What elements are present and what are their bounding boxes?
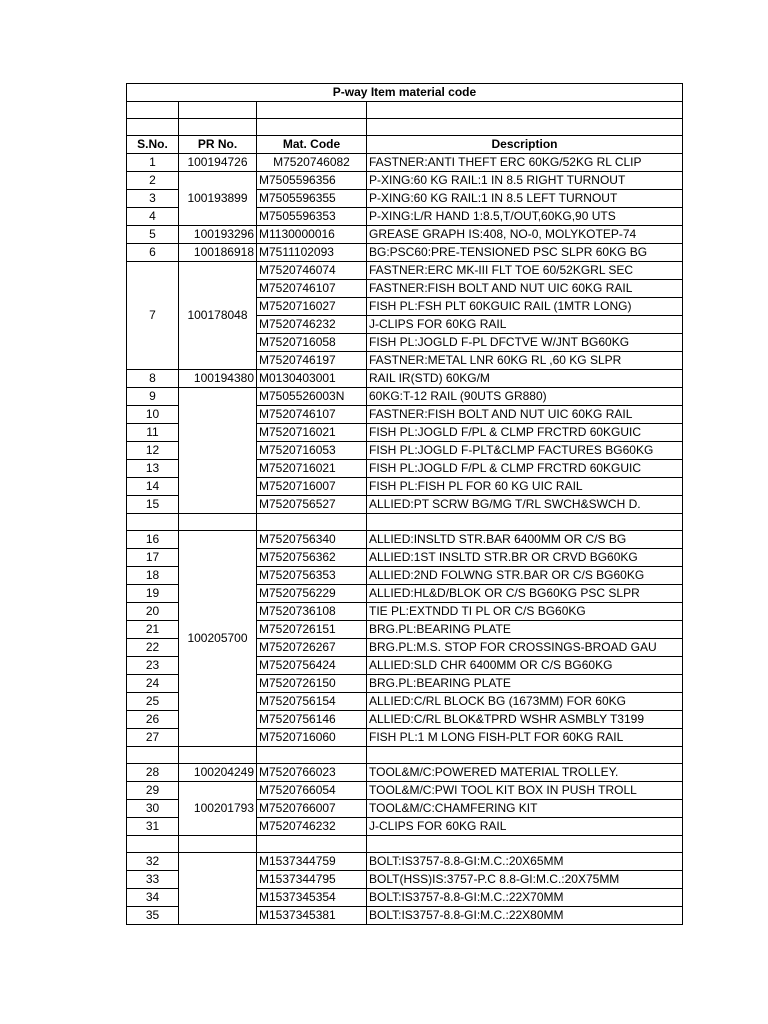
cell-mat: M1537345381 xyxy=(257,907,367,925)
header-sno: S.No. xyxy=(127,136,179,154)
header-mat: Mat. Code xyxy=(257,136,367,154)
cell-pr: 100201793 xyxy=(179,782,257,836)
cell-desc: RAIL IR(STD) 60KG/M xyxy=(367,370,683,388)
cell-desc: ALLIED:SLD CHR 6400MM OR C/S BG60KG xyxy=(367,657,683,675)
material-code-sheet xyxy=(126,83,683,925)
cell-desc: 60KG:T-12 RAIL (90UTS GR880) xyxy=(367,388,683,406)
cell-mat: M7520766007 xyxy=(257,800,367,818)
cell-mat: M7520736108 xyxy=(257,603,367,621)
cell-mat: M7520756154 xyxy=(257,693,367,711)
cell-desc: ALLIED:HL&D/BLOK OR C/S BG60KG PSC SLPR xyxy=(367,585,683,603)
cell-mat: M7520746107 xyxy=(257,406,367,424)
cell-desc: ALLIED:C/RL BLOK&TPRD WSHR ASMBLY T3199 xyxy=(367,711,683,729)
cell-mat: M7520716021 xyxy=(257,424,367,442)
cell-sno: 4 xyxy=(127,208,179,226)
blank-row xyxy=(127,102,683,119)
cell-sno: 2 xyxy=(127,172,179,190)
cell-desc: ALLIED:2ND FOLWNG STR.BAR OR C/S BG60KG xyxy=(367,567,683,585)
cell-sno: 28 xyxy=(127,764,179,782)
cell-sno: 25 xyxy=(127,693,179,711)
cell-desc: FISH PL:JOGLD F/PL & CLMP FRCTRD 60KGUIC xyxy=(367,424,683,442)
title-row xyxy=(127,84,683,102)
cell-mat: M7520726151 xyxy=(257,621,367,639)
table-row xyxy=(127,853,683,871)
cell-desc: ALLIED:C/RL BLOCK BG (1673MM) FOR 60KG xyxy=(367,693,683,711)
cell-desc: P-XING:L/R HAND 1:8.5,T/OUT,60KG,90 UTS xyxy=(367,208,683,226)
cell-desc: FASTNER:METAL LNR 60KG RL ,60 KG SLPR xyxy=(367,352,683,370)
cell-pr xyxy=(179,388,257,514)
cell-desc: ALLIED:INSLTD STR.BAR 6400MM OR C/S BG xyxy=(367,531,683,549)
cell-sno: 7 xyxy=(127,262,179,370)
cell-desc: FASTNER:FISH BOLT AND NUT UIC 60KG RAIL xyxy=(367,406,683,424)
cell-mat: M7520756229 xyxy=(257,585,367,603)
cell-sno: 30 xyxy=(127,800,179,818)
cell-desc: P-XING:60 KG RAIL:1 IN 8.5 LEFT TURNOUT xyxy=(367,190,683,208)
cell-sno: 22 xyxy=(127,639,179,657)
cell-desc: FASTNER:ANTI THEFT ERC 60KG/52KG RL CLIP xyxy=(367,154,683,172)
cell-desc: ALLIED:PT SCRW BG/MG T/RL SWCH&SWCH D. xyxy=(367,496,683,514)
cell-desc: BG:PSC60:PRE-TENSIONED PSC SLPR 60KG BG xyxy=(367,244,683,262)
header-desc: Description xyxy=(367,136,683,154)
table-row xyxy=(127,154,683,172)
cell-desc: TOOL&M/C:POWERED MATERIAL TROLLEY. xyxy=(367,764,683,782)
cell-desc: FISH PL:FSH PLT 60KGUIC RAIL (1MTR LONG) xyxy=(367,298,683,316)
cell-sno: 21 xyxy=(127,621,179,639)
cell-desc: FASTNER:ERC MK-III FLT TOE 60/52KGRL SEC xyxy=(367,262,683,280)
cell-sno: 29 xyxy=(127,782,179,800)
cell-sno: 33 xyxy=(127,871,179,889)
cell-sno: 23 xyxy=(127,657,179,675)
cell-pr: 100178048 xyxy=(179,262,257,370)
cell-mat: M7520716060 xyxy=(257,729,367,747)
cell-desc: BOLT:IS3757-8.8-GI:M.C.:22X70MM xyxy=(367,889,683,907)
cell-sno: 16 xyxy=(127,531,179,549)
cell-mat: M1537345354 xyxy=(257,889,367,907)
cell-sno: 12 xyxy=(127,442,179,460)
cell-desc: J-CLIPS FOR 60KG RAIL xyxy=(367,818,683,836)
cell-desc: FASTNER:FISH BOLT AND NUT UIC 60KG RAIL xyxy=(367,280,683,298)
table-row xyxy=(127,764,683,782)
cell-desc: P-XING:60 KG RAIL:1 IN 8.5 RIGHT TURNOUT xyxy=(367,172,683,190)
cell-sno: 19 xyxy=(127,585,179,603)
cell-sno: 35 xyxy=(127,907,179,925)
cell-mat: M7505526003N xyxy=(257,388,367,406)
cell-sno: 15 xyxy=(127,496,179,514)
cell-mat: M7520756353 xyxy=(257,567,367,585)
cell-sno: 13 xyxy=(127,460,179,478)
cell-sno: 34 xyxy=(127,889,179,907)
cell-mat: M7520716053 xyxy=(257,442,367,460)
cell-mat: M7520756340 xyxy=(257,531,367,549)
cell-desc: J-CLIPS FOR 60KG RAIL xyxy=(367,316,683,334)
cell-desc: BOLT:IS3757-8.8-GI:M.C.:22X80MM xyxy=(367,907,683,925)
cell-mat: M7505596353 xyxy=(257,208,367,226)
cell-desc: FISH PL:1 M LONG FISH-PLT FOR 60KG RAIL xyxy=(367,729,683,747)
material-code-table xyxy=(126,83,683,925)
cell-pr: 100194726 xyxy=(179,154,257,172)
cell-desc: BRG.PL:M.S. STOP FOR CROSSINGS-BROAD GAU xyxy=(367,639,683,657)
cell-sno: 11 xyxy=(127,424,179,442)
cell-mat: M7520746074 xyxy=(257,262,367,280)
table-row xyxy=(127,782,683,800)
cell-mat: M7520746197 xyxy=(257,352,367,370)
cell-desc: FISH PL:JOGLD F-PL DFCTVE W/JNT BG60KG xyxy=(367,334,683,352)
cell-mat: M7511102093 xyxy=(257,244,367,262)
cell-mat: M1537344795 xyxy=(257,871,367,889)
cell-desc: FISH PL:FISH PL FOR 60 KG UIC RAIL xyxy=(367,478,683,496)
cell-mat: M1130000016 xyxy=(257,226,367,244)
cell-sno: 17 xyxy=(127,549,179,567)
cell-mat: M7520716058 xyxy=(257,334,367,352)
cell-sno: 8 xyxy=(127,370,179,388)
cell-mat: M7520716007 xyxy=(257,478,367,496)
cell-desc: FISH PL:JOGLD F/PL & CLMP FRCTRD 60KGUIC xyxy=(367,460,683,478)
cell-mat: M7520756527 xyxy=(257,496,367,514)
cell-pr: 100186918 xyxy=(179,244,257,262)
cell-sno: 9 xyxy=(127,388,179,406)
cell-mat: M0130403001 xyxy=(257,370,367,388)
cell-mat: M7520756424 xyxy=(257,657,367,675)
cell-desc: FISH PL:JOGLD F-PLT&CLMP FACTURES BG60KG xyxy=(367,442,683,460)
cell-mat: M7520766023 xyxy=(257,764,367,782)
cell-desc: BOLT(HSS)IS:3757-P.C 8.8-GI:M.C.:20X75MM xyxy=(367,871,683,889)
cell-mat: M7520756146 xyxy=(257,711,367,729)
header-pr: PR No. xyxy=(179,136,257,154)
cell-desc: TOOL&M/C:PWI TOOL KIT BOX IN PUSH TROLL xyxy=(367,782,683,800)
cell-sno: 27 xyxy=(127,729,179,747)
cell-sno: 3 xyxy=(127,190,179,208)
blank-row xyxy=(127,514,683,531)
cell-sno: 10 xyxy=(127,406,179,424)
cell-pr: 100204249 xyxy=(179,764,257,782)
table-row xyxy=(127,226,683,244)
table-row xyxy=(127,531,683,549)
blank-row xyxy=(127,836,683,853)
cell-sno: 26 xyxy=(127,711,179,729)
cell-desc: BRG.PL:BEARING PLATE xyxy=(367,621,683,639)
cell-sno: 31 xyxy=(127,818,179,836)
cell-mat: M7520746232 xyxy=(257,316,367,334)
cell-desc: GREASE GRAPH IS:408, NO-0, MOLYKOTEP-74 xyxy=(367,226,683,244)
cell-mat: M7520726150 xyxy=(257,675,367,693)
table-row xyxy=(127,388,683,406)
blank-row xyxy=(127,747,683,764)
table-row xyxy=(127,370,683,388)
cell-sno: 5 xyxy=(127,226,179,244)
sheet-title: P-way Item material code xyxy=(127,84,683,102)
cell-mat: M7520716021 xyxy=(257,460,367,478)
cell-mat: M7520746232 xyxy=(257,818,367,836)
cell-desc: TIE PL:EXTNDD TI PL OR C/S BG60KG xyxy=(367,603,683,621)
header-row xyxy=(127,136,683,154)
cell-mat: M7505596355 xyxy=(257,190,367,208)
cell-mat: M7505596356 xyxy=(257,172,367,190)
cell-pr: 100193296 xyxy=(179,226,257,244)
cell-mat: M7520746082 xyxy=(257,154,367,172)
cell-pr: 100194380 xyxy=(179,370,257,388)
table-row xyxy=(127,262,683,280)
cell-pr: 100205700 xyxy=(179,531,257,747)
cell-sno: 24 xyxy=(127,675,179,693)
cell-mat: M7520756362 xyxy=(257,549,367,567)
table-row xyxy=(127,172,683,190)
cell-sno: 18 xyxy=(127,567,179,585)
cell-sno: 32 xyxy=(127,853,179,871)
cell-sno: 1 xyxy=(127,154,179,172)
cell-desc: ALLIED:1ST INSLTD STR.BR OR CRVD BG60KG xyxy=(367,549,683,567)
cell-sno: 6 xyxy=(127,244,179,262)
cell-mat: M7520766054 xyxy=(257,782,367,800)
cell-desc: TOOL&M/C:CHAMFERING KIT xyxy=(367,800,683,818)
cell-mat: M1537344759 xyxy=(257,853,367,871)
cell-pr xyxy=(179,853,257,925)
cell-desc: BOLT:IS3757-8.8-GI:M.C.:20X65MM xyxy=(367,853,683,871)
cell-sno: 14 xyxy=(127,478,179,496)
cell-pr: 100193899 xyxy=(179,172,257,226)
table-row xyxy=(127,244,683,262)
cell-sno: 20 xyxy=(127,603,179,621)
cell-mat: M7520746107 xyxy=(257,280,367,298)
cell-desc: BRG.PL:BEARING PLATE xyxy=(367,675,683,693)
cell-mat: M7520716027 xyxy=(257,298,367,316)
blank-row xyxy=(127,119,683,136)
cell-mat: M7520726267 xyxy=(257,639,367,657)
